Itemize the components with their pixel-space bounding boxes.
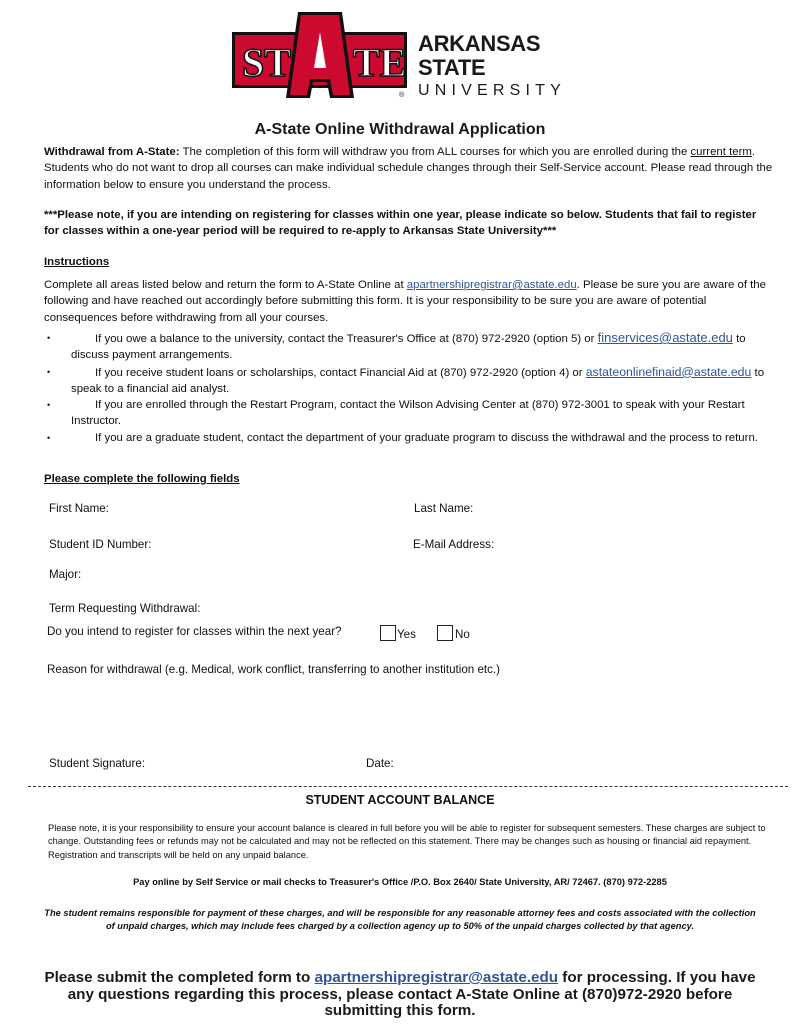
university-name — [418, 32, 592, 101]
bullet-text-end: to discuss payment arrangements. — [71, 333, 746, 362]
bullet-icon: • — [47, 366, 51, 377]
reason-field[interactable]: Reason for withdrawal (e.g. Medical, work conflict, transferring to another institution etc.) — [47, 663, 500, 676]
bullet-icon: • — [47, 333, 51, 343]
register-question: Do you intend to register for classes within the next year? — [47, 625, 342, 638]
instructions-paragraph — [44, 277, 774, 326]
footer-email-link[interactable]: apartnershipregistrar@astate.edu — [314, 969, 559, 986]
instructions-text-2: . Please be sure you are aware of the following and have reached out accordingly before submitting this form. It is your responsibility to be sure you are aware of potential consequences before withdrawing from all your courses. — [44, 279, 766, 324]
registered-mark: ® — [399, 92, 405, 99]
instructions-text-1: Complete all areas listed below and return the form to A-State Online at — [44, 279, 407, 291]
date-field[interactable]: Date: — [366, 757, 394, 770]
registration-notice: ***Please note, if you are intending on registering for classes within one year, please indicate so below. Students that fail to register for classes within a one-year period will be required to re-apply to Arkansas State University*** — [44, 209, 757, 238]
list-item — [44, 330, 774, 364]
last-name-field[interactable]: Last Name: — [414, 502, 474, 515]
footer-text-2: for processing. If you have any questions regarding this process, please contact A-State Online at (870)972-2920 before submitting this form. — [67, 969, 756, 1019]
form-heading: Please complete the following fields — [44, 473, 240, 485]
list-item — [44, 364, 774, 398]
university-name-line2: UNIVERSITY — [418, 82, 567, 99]
finaid-email-link[interactable]: astateonlinefinaid@astate.edu — [585, 364, 752, 379]
registrar-email-link[interactable]: apartnershipregistrar@astate.edu — [406, 279, 577, 291]
university-name-line1: ARKANSAS STATE — [418, 31, 541, 80]
email-field[interactable]: E-Mail Address: — [413, 538, 495, 551]
no-checkbox[interactable] — [437, 625, 453, 641]
balance-note: Please note, it is your responsibility to ensure your account balance is cleared in full before you will be able to register for subsequent semesters. These charges are subject to change. Outstanding fees or refunds may not be calculated and may not be reflected on this statement. There may be changes such as housing or financial aid repayment. Registration and transcripts will be held on any unpaid balance. — [48, 823, 766, 860]
intro-text-1: The completion of this form will withdraw you from ALL courses for which you are enrolled during the — [179, 146, 691, 158]
yes-label: Yes — [397, 628, 416, 641]
finservices-email-link[interactable]: finservices@astate.edu — [597, 330, 733, 345]
state-wordmark-logo — [232, 10, 407, 102]
submission-footer — [30, 970, 770, 1020]
svg-text:ST: ST — [242, 40, 291, 85]
bullet-text: If you are a graduate student, contact the department of your graduate program to discuss the withdrawal and the process to return. — [95, 431, 758, 444]
intro-label: Withdrawal from A-State: — [44, 146, 180, 158]
intro-paragraph — [44, 144, 774, 193]
astate-logo — [232, 10, 592, 102]
balance-title: STUDENT ACCOUNT BALANCE — [305, 793, 495, 807]
major-field[interactable]: Major: — [49, 568, 82, 581]
intro-text-2: . Students who do not want to drop all courses can make individual schedule changes through their Self-Service account. Please read through the information below to ensure you understand the process. — [44, 146, 773, 191]
instructions-heading: Instructions — [44, 256, 110, 268]
bullet-text: If you owe a balance to the university, contact the Treasurer's Office at (870) 972-2920 (option 5) or — [95, 333, 598, 345]
section-divider — [28, 786, 788, 787]
page-title: A-State Online Withdrawal Application — [254, 121, 546, 138]
signature-field[interactable]: Student Signature: — [49, 757, 146, 770]
instruction-bullets — [44, 330, 774, 446]
state-logo-graphic — [232, 10, 407, 102]
bullet-text-end: to speak to a financial aid analyst. — [71, 366, 765, 395]
payment-instructions: Pay online by Self Service or mail checks to Treasurer's Office /P.O. Box 2640/ State University, AR/ 72467. (870) 972-2285 — [133, 877, 667, 887]
yes-checkbox[interactable] — [380, 625, 396, 641]
svg-text:TE: TE — [353, 40, 407, 85]
no-label: No — [455, 628, 470, 641]
bullet-text: If you receive student loans or scholarships, contact Financial Aid at (870) 972-2920 (option 4) or — [95, 366, 586, 379]
bullet-text: If you are enrolled through the Restart Program, contact the Wilson Advising Center at (870) 972-3001 to speak with your Restart Instructor. — [71, 399, 745, 428]
list-item — [44, 397, 774, 430]
responsibility-note: The student remains responsible for payment of these charges, and will be responsible for any reasonable attorney fees and costs associated with the collection of unpaid charges, which may include fees charged by a collection agency up to 50% of the unpaid charges collected by that agency. — [44, 908, 756, 932]
first-name-field[interactable]: First Name: — [49, 502, 109, 515]
term-field[interactable]: Term Requesting Withdrawal: — [49, 602, 201, 615]
bullet-icon: • — [47, 432, 51, 443]
current-term: current term — [690, 146, 752, 158]
footer-text-1: Please submit the completed form to — [44, 969, 315, 986]
bullet-icon: • — [47, 400, 51, 411]
student-id-field[interactable]: Student ID Number: — [49, 538, 152, 551]
list-item — [44, 430, 774, 446]
